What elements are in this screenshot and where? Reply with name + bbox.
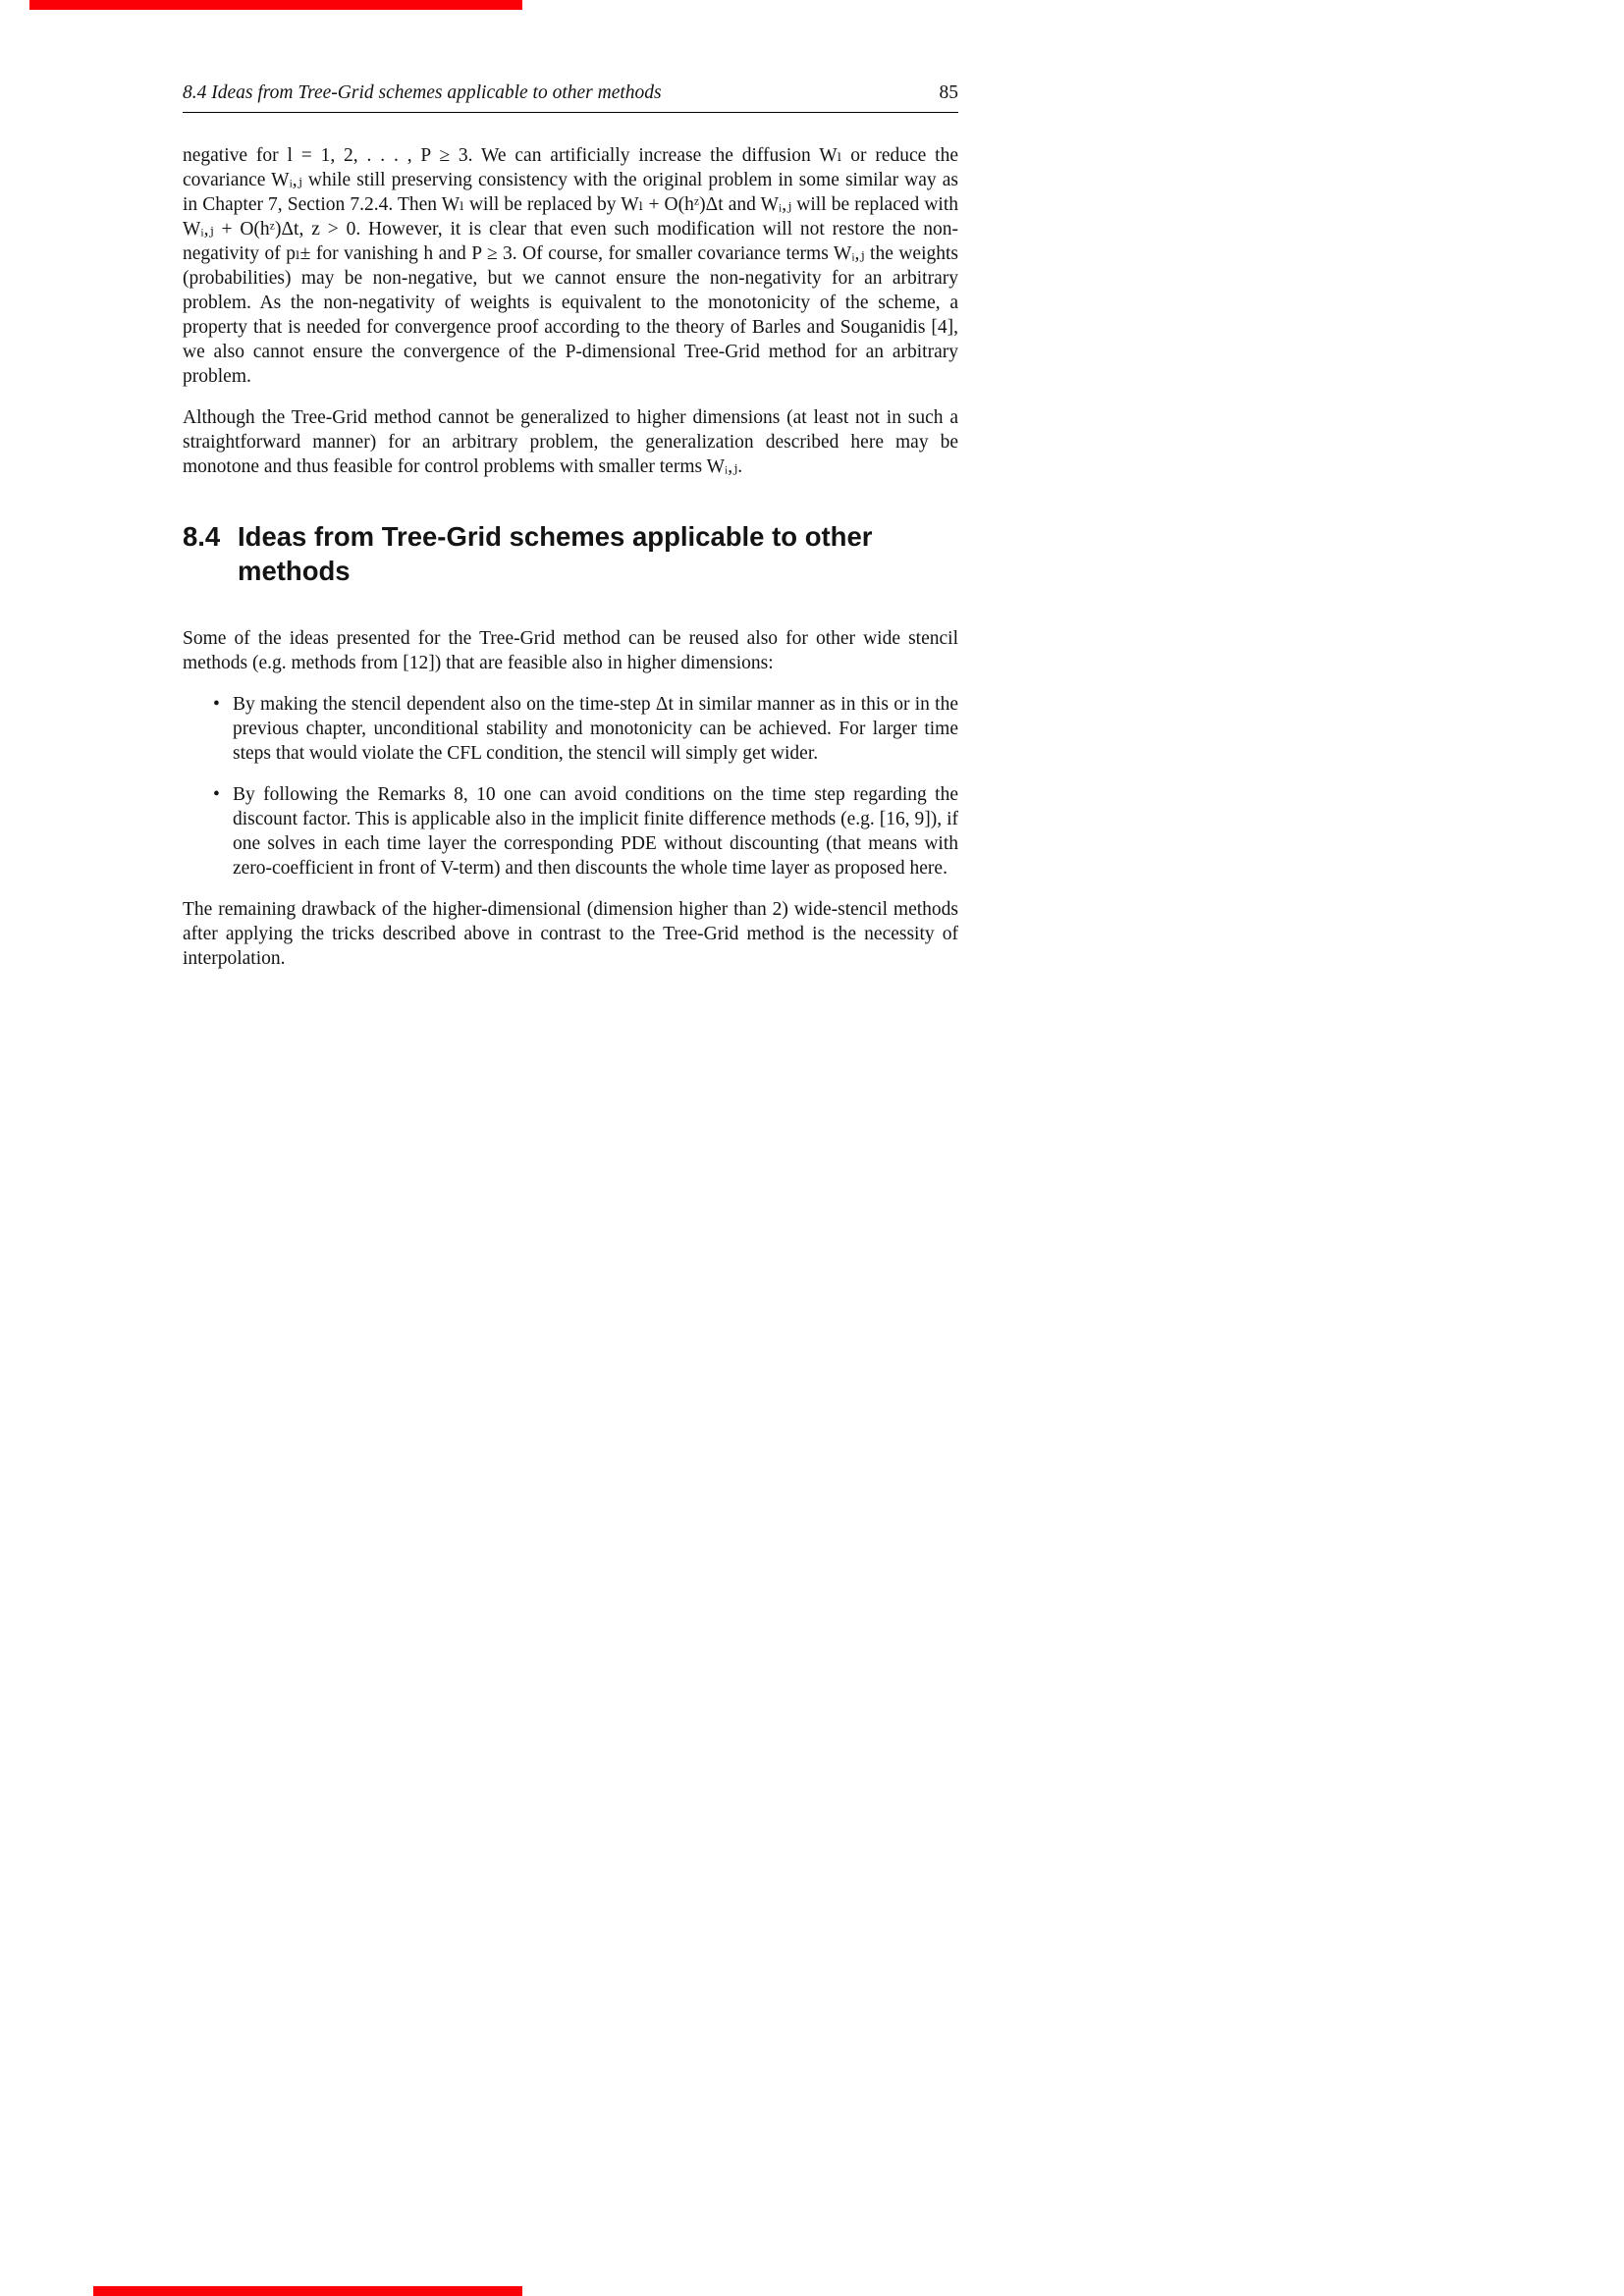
bullet-list bbox=[183, 692, 958, 881]
body-paragraph: Although the Tree-Grid method cannot be generalized to higher dimensions (at least not in such a straightforward manner) for an arbitrary problem, the generalization described here may be monotone and thus feasible for control problems with smaller terms Wᵢ,ⱼ. bbox=[183, 407, 958, 477]
section-heading bbox=[183, 519, 958, 588]
list-item-text: By making the stencil dependent also on the time-step Δt in similar manner as in this or in the previous chapter, unconditional stability and monotonicity can be achieved. For larger time steps that would violate the CFL condition, the stencil will simply get wider. bbox=[233, 694, 958, 764]
running-header-title: 8.4 Ideas from Tree-Grid schemes applicable to other methods bbox=[183, 82, 662, 103]
list-item bbox=[183, 692, 958, 766]
red-scan-mark-bottom bbox=[93, 2286, 522, 2296]
list-item-text: By following the Remarks 8, 10 one can avoid conditions on the time step regarding the discount factor. This is applicable also in the implicit finite difference methods (e.g. [16, 9]), if one solves in each time layer the corresponding PDE without discounting (that means with zero-coefficient in front of V-term) and then discounts the whole time layer as proposed here. bbox=[233, 784, 958, 879]
list-item bbox=[183, 782, 958, 881]
red-scan-mark-top bbox=[29, 0, 522, 10]
section-number: 8.4 bbox=[183, 521, 221, 552]
body-paragraph: negative for l = 1, 2, . . . , P ≥ 3. We can artificially increase the diffusion Wₗ or reduce the covariance Wᵢ,ⱼ while still preserving consistency with the original problem in some similar way as in Chapter 7, Section 7.2.4. Then Wₗ will be replaced by Wₗ + O(hᶻ)Δt and Wᵢ,ⱼ will be replaced with Wᵢ,ⱼ + O(hᶻ)Δt, z > 0. However, it is clear that even such modification will not restore the non-negativity of pₗ± for vanishing h and P ≥ 3. Of course, for smaller covariance terms Wᵢ,ⱼ the weights (probabilities) may be non-negative, but we cannot ensure the non-negativity for an arbitrary problem. As the non-negativity of weights is equivalent to the monotonicity of the scheme, a property that is needed for convergence proof according to the theory of Barles and Souganidis [4], we also cannot ensure the convergence of the P-dimensional Tree-Grid method for an arbitrary problem. bbox=[183, 145, 958, 387]
body-paragraph: The remaining drawback of the higher-dimensional (dimension higher than 2) wide-stencil methods after applying the tricks described above in contrast to the Tree-Grid method is the necessity of interpolation. bbox=[183, 899, 958, 969]
bullet-icon: • bbox=[213, 694, 220, 715]
page-body bbox=[183, 143, 958, 971]
body-paragraph: Some of the ideas presented for the Tree-Grid method can be reused also for other wide stencil methods (e.g. methods from [12]) that are feasible also in higher dimensions: bbox=[183, 628, 958, 673]
page-number: 85 bbox=[939, 82, 958, 103]
section-title: Ideas from Tree-Grid schemes applicable to other methods bbox=[238, 521, 873, 586]
page-header bbox=[183, 82, 958, 113]
bullet-icon: • bbox=[213, 784, 220, 805]
